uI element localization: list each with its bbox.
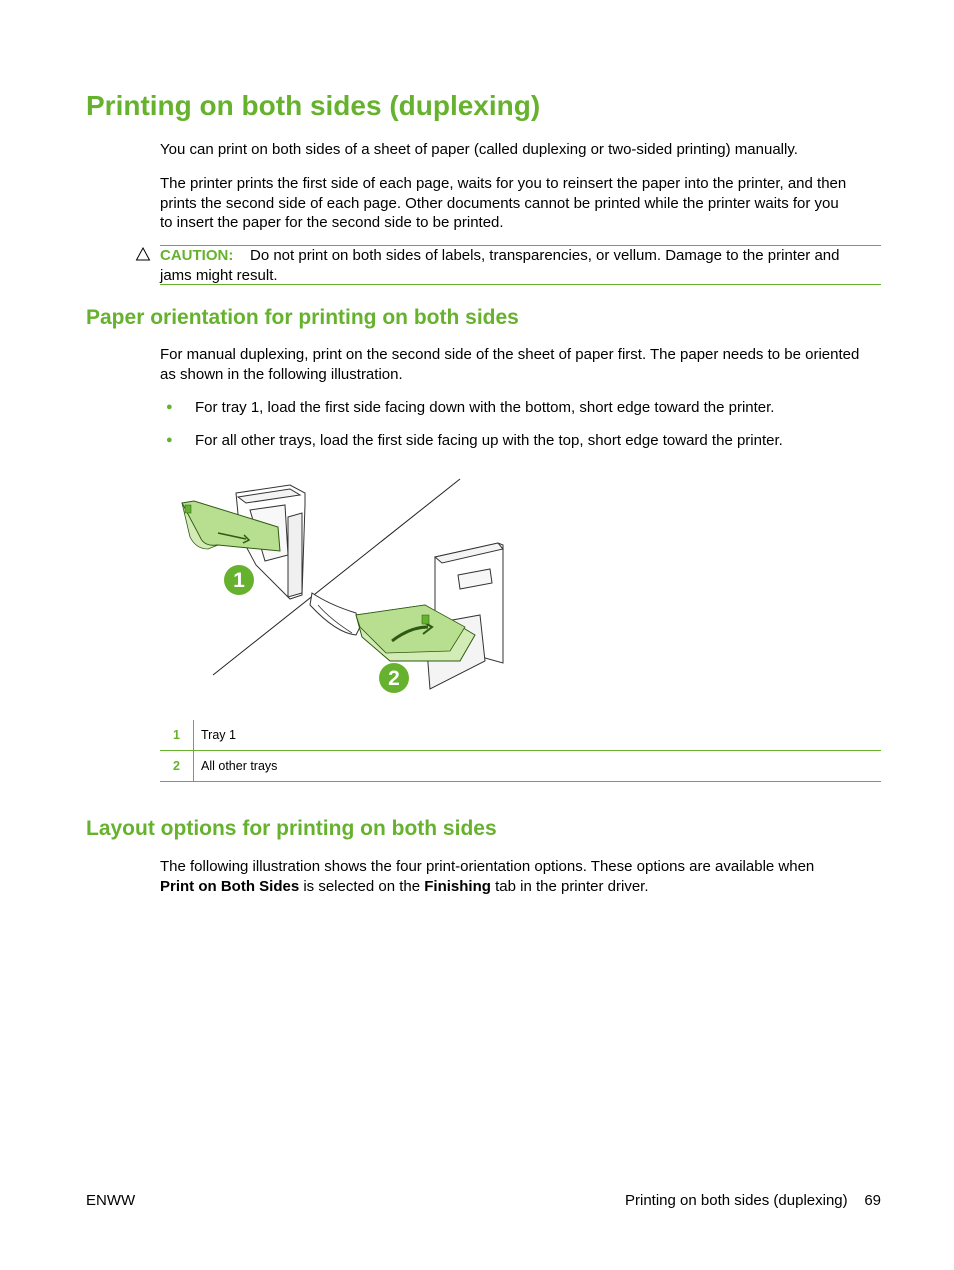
callout-number: 2 — [160, 751, 194, 781]
list-item-text: For tray 1, load the first side facing down with the bottom, short edge toward the printer. — [195, 399, 775, 416]
layout-paragraph — [160, 857, 882, 896]
footer-title: Printing on both sides (duplexing) — [625, 1192, 848, 1209]
footer-left: ENWW — [86, 1192, 136, 1209]
bold-term: Finishing — [424, 877, 491, 895]
callout-number: 1 — [160, 720, 194, 750]
section-heading-orientation: Paper orientation for printing on both sides — [86, 306, 519, 329]
caution-label: CAUTION: — [160, 247, 234, 264]
paragraph-text: is selected on the — [299, 877, 425, 895]
callout-description: All other trays — [201, 759, 278, 773]
bullet-icon: ● — [166, 401, 173, 413]
caution-box — [160, 245, 881, 285]
duplex-loading-illustration — [160, 465, 510, 695]
callout-description: Tray 1 — [201, 728, 236, 742]
paragraph-line: The following illustration shows the four print-orientation options. These options are available when — [160, 858, 815, 875]
callout-label: 1 — [233, 569, 245, 592]
paragraph-line: prints the second side of each page. Other documents cannot be printed while the printer waits for you — [160, 194, 839, 212]
description-paragraph — [160, 174, 882, 233]
paragraph-text: tab in the printer driver. — [490, 877, 649, 895]
section-heading-layout: Layout options for printing on both sides — [86, 817, 497, 840]
callout-label: 2 — [388, 667, 400, 690]
list-item-text: For all other trays, load the first side facing up with the top, short edge toward the printer. — [195, 432, 783, 449]
caution-icon — [135, 246, 151, 262]
bold-term: Print on Both Sides — [160, 877, 300, 895]
paragraph-line: For manual duplexing, print on the second side of the sheet of paper first. The paper needs to be oriented — [160, 346, 860, 363]
orientation-paragraph — [160, 345, 882, 384]
paragraph-line: to insert the paper for the second side to be printed. — [160, 214, 504, 231]
bullet-icon: ● — [166, 434, 173, 446]
callout-row — [160, 751, 881, 782]
intro-paragraph: You can print on both sides of a sheet of paper (called duplexing or two-sided printing) manually. — [160, 141, 798, 158]
callout-row — [160, 720, 881, 751]
caution-text-cont: jams might result. — [160, 266, 278, 284]
page-title: Printing on both sides (duplexing) — [86, 90, 541, 121]
paragraph-line: The printer prints the first side of each page, waits for you to reinsert the paper into the printer, and then — [160, 175, 847, 192]
footer-right — [625, 1192, 881, 1209]
caution-text: Do not print on both sides of labels, transparencies, or vellum. Damage to the printer and — [250, 247, 840, 264]
paragraph-line: as shown in the following illustration. — [160, 365, 403, 383]
page-number: 69 — [864, 1192, 881, 1209]
